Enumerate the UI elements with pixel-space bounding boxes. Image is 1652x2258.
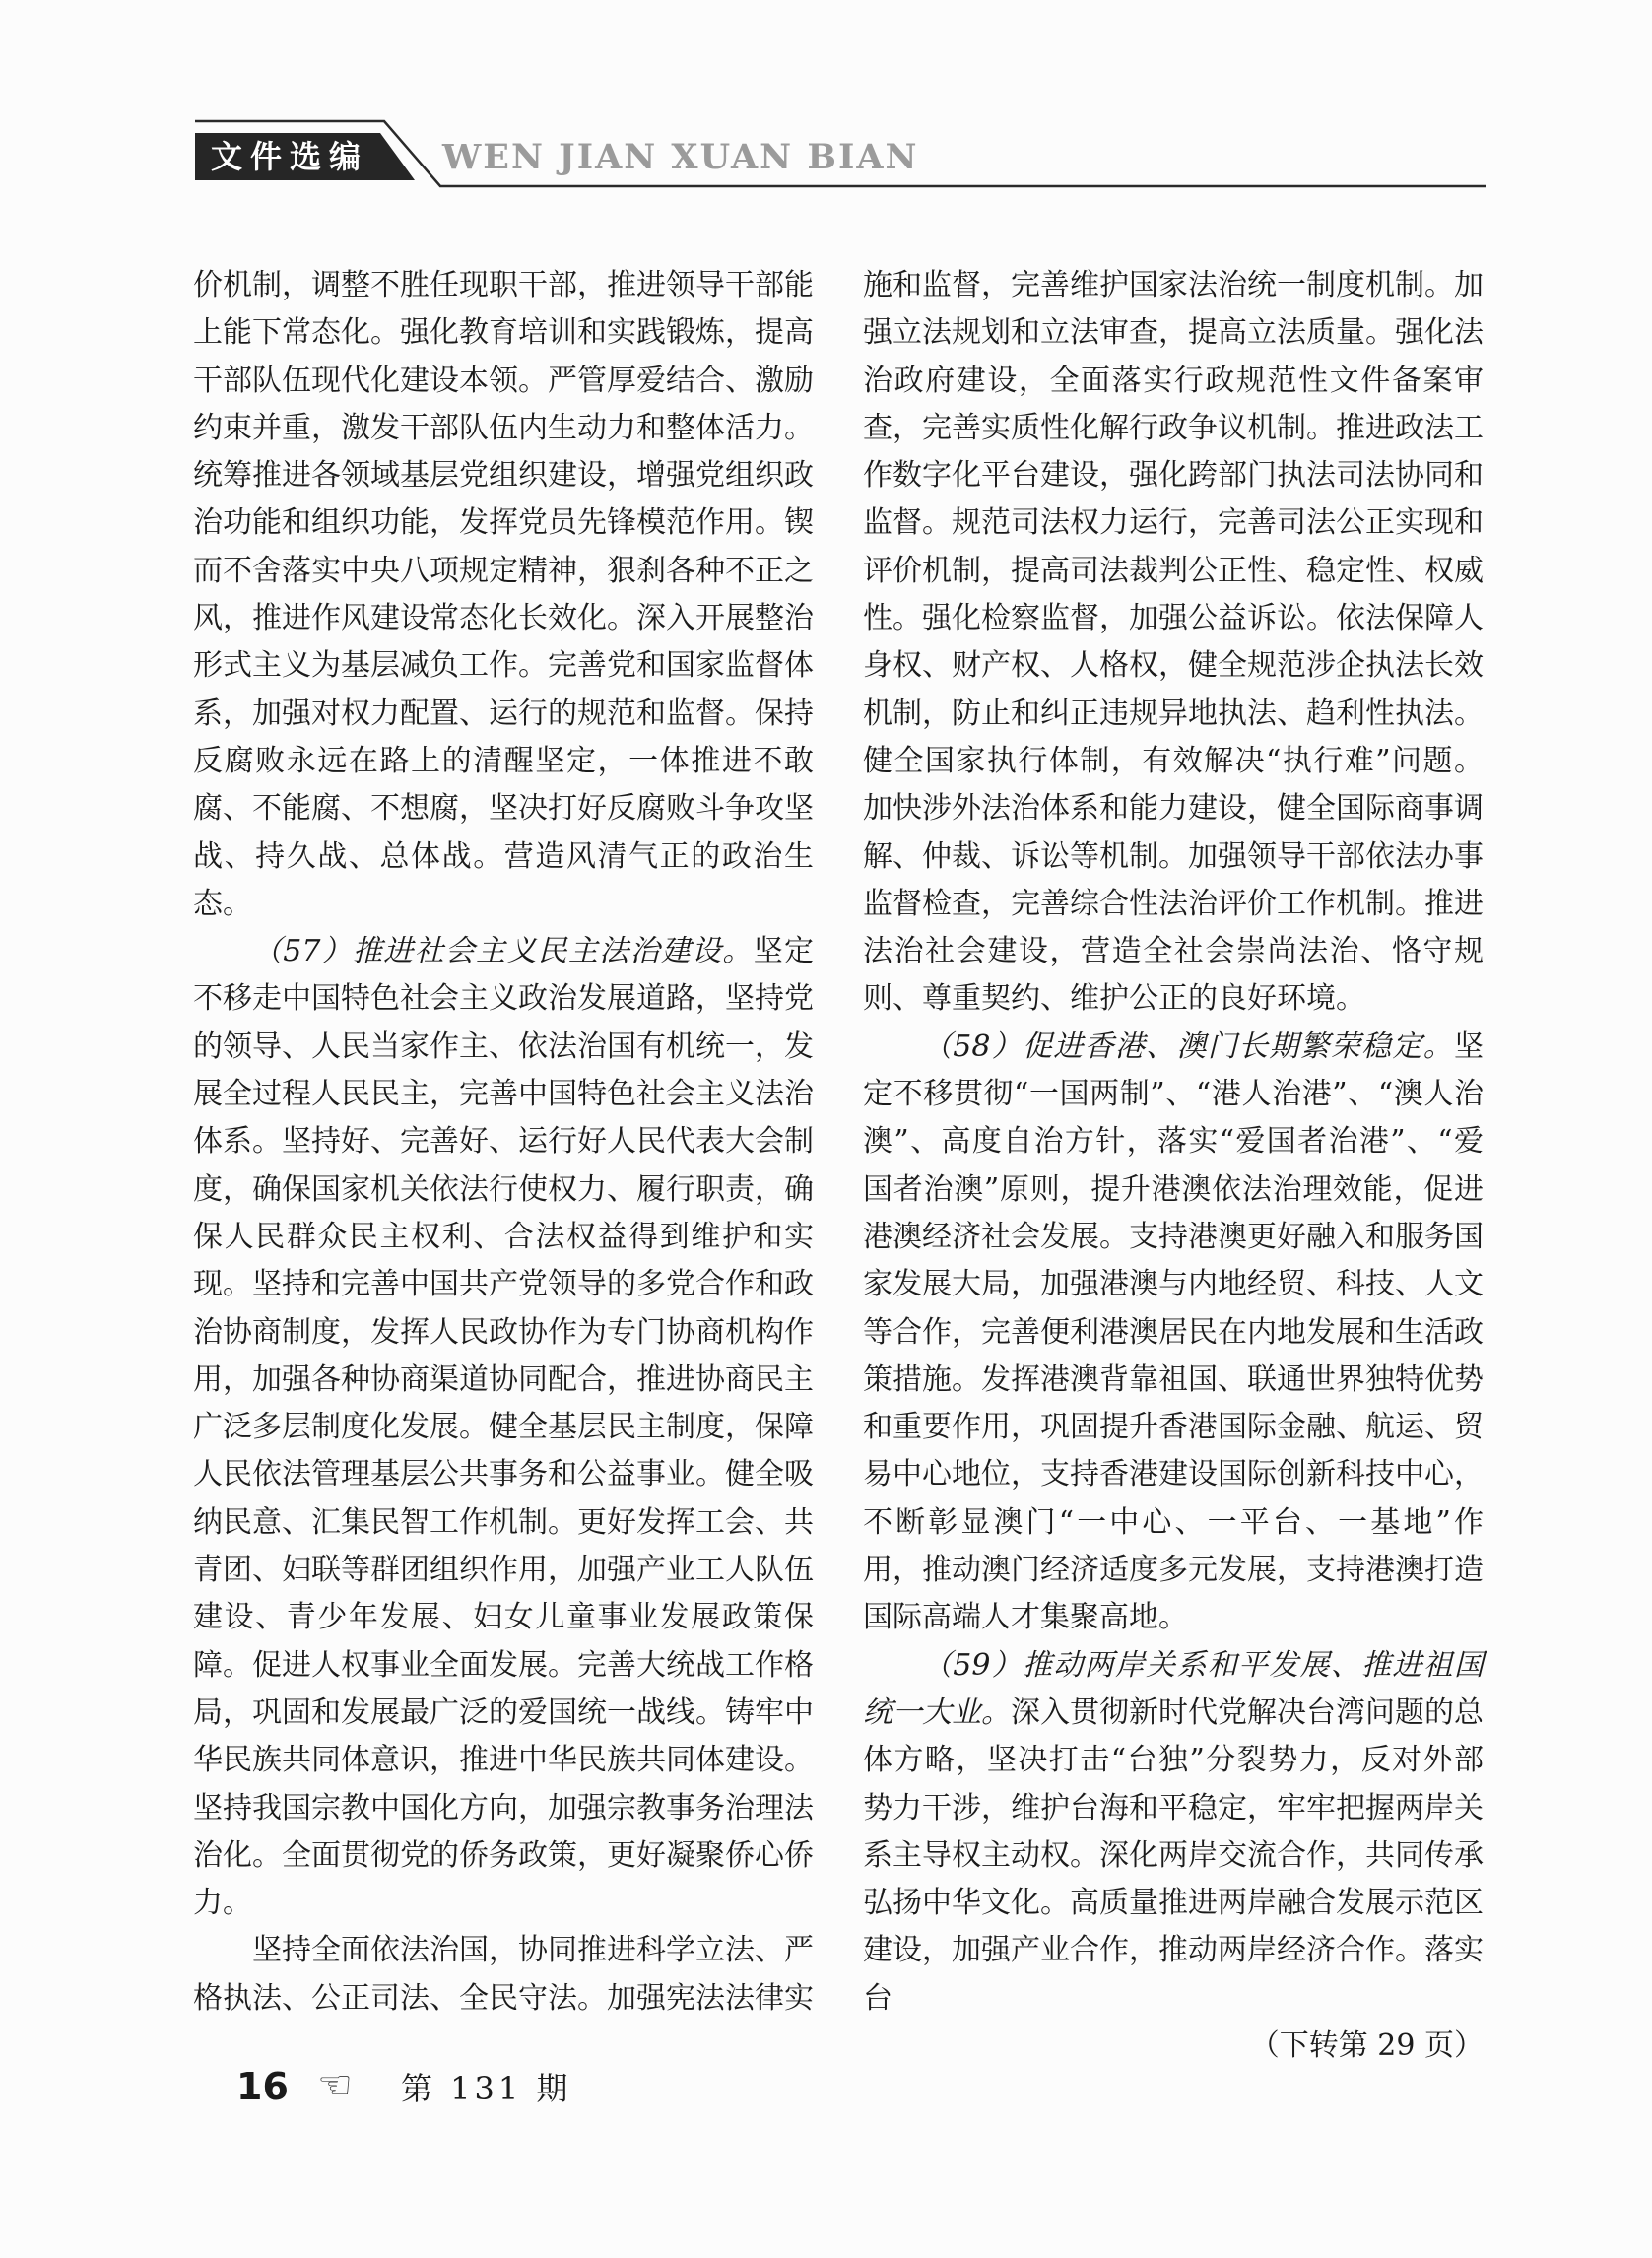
header-decoration <box>0 0 1652 246</box>
issue-number: 第 131 期 <box>401 2070 572 2107</box>
body-text: 坚定不移贯彻“一国两制”、“港人治港”、“澳人治澳”、高度自治方针，落实“爱国者治港”、“爱国者治澳”原则，提升港澳依法治理效能，促进港澳经济社会发展。支持港澳更好融入和服务国家发展大局，加强港澳与内地经贸、科技、人文等合作，完善便利港澳居民在内地发展和生活政策措施。发挥港澳背靠祖国、联通世界独特优势和重要作用，巩固提升香港国际金融、航运、贸易中心地位，支持香港建设国际创新科技中心，不断彰显澳门“一中心、一平台、一基地”作用，推动澳门经济适度多元发展，支持港澳打造国际高端人才集聚高地。 <box>863 1029 1484 1635</box>
paragraph <box>193 262 814 928</box>
pointing-hand-icon: ☜ <box>317 2063 353 2108</box>
body-text: 价机制，调整不胜任现职干部，推进领导干部能上能下常态化。强化教育培训和实践锻炼，提高干部队伍现代化建设本领。严管厚爱结合、激励约束并重，激发干部队伍内生动力和整体活力。统筹推进各领域基层党组织建设，增强党组织政治功能和组织功能，发挥党员先锋模范作用。锲而不舍落实中央八项规定精神，狠刹各种不正之风，推进作风建设常态化长效化。深入开展整治形式主义为基层减负工作。完善党和国家监督体系，加强对权力配置、运行的规范和监督。保持反腐败永远在路上的清醒坚定，一体推进不敢腐、不能腐、不想腐，坚决打好反腐败斗争攻坚战、持久战、总体战。营造风清气正的政治生态。 <box>193 268 814 921</box>
header-subtitle: WEN JIAN XUAN BIAN <box>442 137 919 177</box>
paragraph <box>863 1024 1484 1642</box>
right-column <box>863 262 1484 2070</box>
body-text: 施和监督，完善维护国家法治统一制度机制。加强立法规划和立法审查，提高立法质量。强化法治政府建设，全面落实行政规范性文件备案审查，完善实质性化解行政争议机制。推进政法工作数字化平台建设，强化跨部门执法司法协同和监督。规范司法权力运行，完善司法公正实现和评价机制，提高司法裁判公正性、稳定性、权威性。强化检察监督，加强公益诉讼。依法保障人身权、财产权、人格权，健全规范涉企执法长效机制，防止和纠正违规异地执法、趋利性执法。健全国家执行体制，有效解决“执行难”问题。加快涉外法治体系和能力建设，健全国际商事调解、仲裁、诉讼等机制。加强领导干部依法办事监督检查，完善综合性法治评价工作机制。推进法治社会建设，营造全社会崇尚法治、恪守规则、尊重契约、维护公正的良好环境。 <box>863 268 1484 1017</box>
item-heading-text: （58）促进香港、澳门长期繁荣稳定。 <box>922 1029 1454 1064</box>
paragraph <box>193 1927 814 2023</box>
left-column <box>193 262 814 2023</box>
item-heading-text: （59）推动两岸关系和平发展、推进祖国统一大业。 <box>863 1647 1484 1730</box>
body-text: 坚定不移走中国特色社会主义政治发展道路，坚持党的领导、人民当家作主、依法治国有机统一，发展全过程人民民主，完善中国特色社会主义法治体系。坚持好、完善好、运行好人民代表大会制度，确保国家机关依法行使权力、履行职责，确保人民群众民主权利、合法权益得到维护和实现。坚持和完善中国共产党领导的多党合作和政治协商制度，发挥人民政协作为专门协商机构作用，加强各种协商渠道协同配合，推进协商民主广泛多层制度化发展。健全基层民主制度，保障人民依法管理基层公共事务和公益事业。健全吸纳民意、汇集民智工作机制。更好发挥工会、共青团、妇联等群团组织作用，加强产业工人队伍建设、青少年发展、妇女儿童事业发展政策保障。促进人权事业全面发展。完善大统战工作格局，巩固和发展最广泛的爱国统一战线。铸牢中华民族共同体意识，推进中华民族共同体建设。坚持我国宗教中国化方向，加强宗教事务治理法治化。全面贯彻党的侨务政策，更好凝聚侨心侨力。 <box>193 934 814 1921</box>
paragraph <box>193 928 814 1927</box>
page-number: 16 <box>236 2065 289 2108</box>
header-badge-title: 文件选编 <box>210 138 368 175</box>
paragraph <box>863 1642 1484 2023</box>
body-text: 坚持全面依法治国，协同推进科学立法、严格执法、公正司法、全民守法。加强宪法法律实 <box>193 1933 814 2016</box>
page-footer <box>0 2062 1652 2111</box>
body-text: （下转第 29 页） <box>1249 2027 1484 2063</box>
paragraph <box>863 262 1484 1024</box>
item-heading-text: （57）推进社会主义民主法治建设。 <box>252 934 754 969</box>
body-text: 深入贯彻新时代党解决台湾问题的总体方略，坚决打击“台独”分裂势力，反对外部势力干涉，维护台海和平稳定，牢牢把握两岸关系主导权主动权。深化两岸交流合作，共同传承弘扬中华文化。高质量推进两岸融合发展示范区建设，加强产业合作，推动两岸经济合作。落实台 <box>863 1694 1484 2016</box>
